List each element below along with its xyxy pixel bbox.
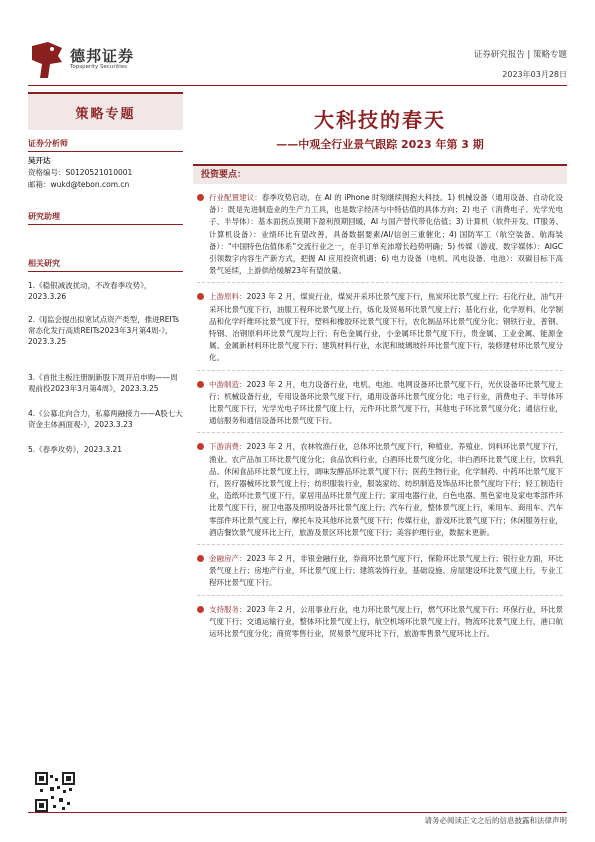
disclaimer-note: 请务必阅读正文之后的信息披露和法律声明 bbox=[424, 816, 567, 825]
section-divider bbox=[197, 595, 563, 596]
report-title: 大科技的春天 bbox=[314, 108, 446, 132]
investment-summary bbox=[193, 164, 567, 640]
analyst-name: 吴开达 bbox=[28, 156, 51, 165]
paragraph-text: 2023 年 2 月，非银金融行业，券商环比景气度下行，保险环比景气度上行；银行业方面，环比景气度上行；房地产行业，环比景气度上行；建筑装饰行业，基础设施、房屋建设环比景气度上行，专业工程环比景气度下行。 bbox=[209, 554, 564, 588]
bullet-icon bbox=[197, 381, 204, 388]
paragraph-lead: 支持服务： bbox=[209, 604, 247, 614]
analyst-divider bbox=[28, 151, 183, 152]
paragraph-upstream bbox=[193, 291, 567, 364]
report-type-box: 策略专题 bbox=[28, 92, 183, 130]
bullet-icon bbox=[197, 606, 204, 613]
assistant-heading: 研究助理 bbox=[28, 212, 60, 221]
paragraph-text: 2023 年 2 月，农林牧渔行业，总体环比景气度下行，种植业、养殖业、饲料环比景气度下行，渔业、农产品加工环比景气度分化；食品饮料行业，白酒环比景气度分化，非白酒环比景气度上行，饮料乳品、休闲食品环比景气度上行，调味发酵品环比景气度下行；医药生物行业，化学制药、中药环比景气度下行，医疗器械环比景气度上行；纺织服装行业，服装家纺、纺织制造及饰品环比景气度均下行；轻工制造行业，造纸环比景气度下行，家居用品环比景气度上行；家用电器行业，白色电器、黑色家电及家电零部件环比景气度下行，厨卫电器及照明设备环比景气度上行；汽车行业，整体景气度上行，乘用车、商用车、汽车零部件环比景气度上行，摩托车及其他环比景气度下行；传媒行业，游戏环比景气度下行；休闲服务行业，酒店餐饮景气度环比上行，旅游及景区环比景气度下行；美容护理行业，数据未更新。 bbox=[209, 442, 564, 537]
investment-heading: 投资要点： bbox=[193, 164, 567, 184]
bullet-icon bbox=[197, 443, 204, 450]
related-item[interactable]: 2.《IJ监会提出拟宽试点资产类型，推进REITs常态化发行高质REITs2023年3月第4周-》，2023.3.25 bbox=[28, 315, 179, 346]
related-heading: 相关研究 bbox=[28, 259, 60, 268]
paragraph-midstream bbox=[193, 379, 567, 428]
header-divider bbox=[28, 85, 567, 86]
section-divider bbox=[197, 544, 563, 545]
bullet-icon bbox=[197, 555, 204, 562]
related-item[interactable]: 5.《春季攻势》，2023.3.21 bbox=[28, 445, 123, 454]
report-date: 2023年03月28日 bbox=[502, 70, 567, 79]
bullet-icon bbox=[197, 293, 204, 300]
bullet-icon bbox=[197, 194, 204, 201]
paragraph-allocation bbox=[193, 192, 567, 277]
paragraph-text: 2023 年 2 月，公用事业行业，电力环比景气度上行，燃气环比景气度下行；环保行业，环比景气度下行；交通运输行业，整体环比景气度上行，航空机场环比景气度上行，物流环比景气度上行，港口航运环比景气度分化；商贸零售行业，贸易景气度环比下行，旅游零售景气度环比上行。 bbox=[209, 604, 564, 639]
report-subtitle: ——中观全行业景气跟踪 2023 年第 3 期 bbox=[276, 138, 484, 151]
analyst-email[interactable]: 邮箱：wukd@tebon.com.cn bbox=[28, 180, 130, 189]
analyst-heading: 证券分析师 bbox=[28, 139, 68, 148]
paragraph-finance bbox=[193, 553, 567, 590]
assistant-divider bbox=[28, 224, 183, 225]
section-divider bbox=[197, 370, 563, 371]
paragraph-lead: 金融房产： bbox=[209, 554, 247, 564]
paragraph-lead: 行业配置建议： bbox=[209, 193, 262, 202]
related-item[interactable]: 1.《稳银减波扰动，不改春季攻势》，2023.3.26 bbox=[28, 281, 152, 301]
section-divider bbox=[197, 282, 563, 283]
paragraph-lead: 下游消费： bbox=[209, 442, 247, 452]
company-name-en: Topsperity Securities bbox=[70, 64, 128, 70]
report-category: 证券研究报告 | 策略专题 bbox=[473, 50, 567, 60]
section-divider bbox=[197, 432, 563, 433]
paragraph-lead: 上游原料： bbox=[209, 292, 247, 302]
related-item[interactable]: 3.《首批主板注册制新股下周开启申购——周观前投2023年3月第4周》，2023.3.25 bbox=[28, 373, 178, 393]
related-divider bbox=[28, 271, 183, 272]
paragraph-downstream bbox=[193, 441, 567, 539]
paragraph-text: 春季攻势启动，在 AI 的 iPhone 时刻继续拥抱大科技。1) 机械设备（通用设备、自动化设备）：既是先进制造业的生产力工具，也是数字经济与中特估值的具体方向；2) 电子（消费电子、光学光电子、半导体）：基本面拐点预期下盈利预期回暖，AI 与国产替代带化估值；3) 计算机（软件开发、IT服务、计算机设备）：业绩环比有望改善，具备数据要素/AI/信创三重催化；4) 国防军工（航空装备、航海装备）：“中国特色估值体系”交流行业之一，在手订单充沛增长趋势明确；5) 传媒（游戏、数字媒体）：AIGC 引领数字内容生产新方式，把握 AI 应用投资机遇；6) 电力设备（电机、风电设备、电池）：双碳目标下高景气延续，上游供给缓解23年有望放量。 bbox=[209, 193, 564, 276]
paragraph-text: 2023 年 2 月，煤炭行业，煤炭开采环比景气度下行，焦炭环比景气度上行；石化行业，油气开采环比景气度下行，油服工程环比景气度上行，炼化及贸易环比景气度上行；基化行业，化学原料、化学制品和化学纤维环比景气度下行，塑料和橡胶环比景气度下行，农化制品环比景气度分化；钢铁行业，普钢、特钢、冶钢原料环比景气度均上行；有色金属行业，小金属环比景气度下行，贵金属、工业金属、能源金属、金属新材料环比景气度下行；建筑材料行业，水泥和玻璃玻纤环比景气度下行，装修建材环比景气度分化。 bbox=[209, 292, 564, 363]
footer-divider bbox=[28, 812, 567, 813]
paragraph-text: 2023 年 2 月，电力设备行业，电机、电池、电网设备环比景气度下行，光伏设备环比景气度上行；机械设备行业，专用设备环比景气度下行，通用设备环比景气度分化；电子行业，消费电子、半导体环比景气度下行，光学光电子环比景气度上行，元件环比景气度下行，其他电子环比景气度分化；通信行业，通信服务和通信设备环比景气度下行。 bbox=[209, 379, 564, 426]
company-name: 德邦证券 bbox=[70, 47, 135, 65]
related-item[interactable]: 4.《公募北向合力，私募两融接力——A股七大资金主体画面观-》，2023.3.23 bbox=[28, 409, 183, 429]
paragraph-lead: 中游制造： bbox=[209, 379, 247, 389]
paragraph-support bbox=[193, 604, 567, 641]
analyst-cert: 资格编号：S0120521010001 bbox=[28, 168, 133, 177]
company-logo-icon bbox=[28, 40, 66, 80]
qr-code-icon bbox=[35, 772, 75, 812]
